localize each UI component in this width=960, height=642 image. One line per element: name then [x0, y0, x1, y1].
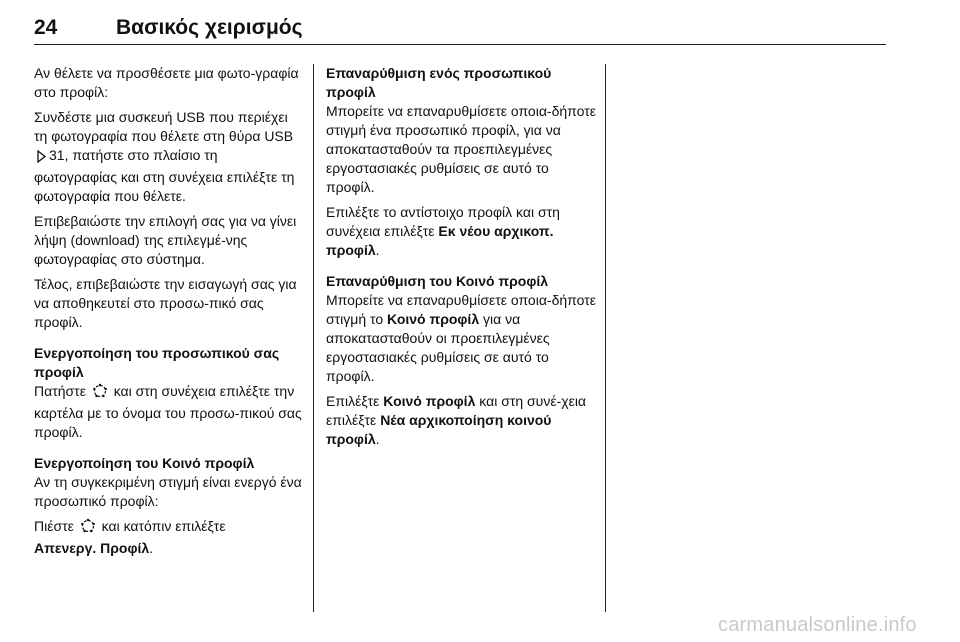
column-divider [313, 64, 314, 612]
arrow-right-icon [36, 149, 47, 168]
page-header [34, 12, 886, 46]
home-dots-icon [92, 383, 108, 404]
text-run: Επιλέξτε [326, 393, 384, 409]
text-run: , πατήστε στο πλαίσιο τη φωτογραφίας και στη συνέχεια επιλέξτε τη φωτογραφία που θέλετε. [34, 147, 295, 204]
page-reference[interactable]: 31 [49, 147, 65, 163]
paragraph: Επιβεβαιώστε την επιλογή σας για να γίνει λήψη (download) της επιλεγμέ-νης φωτογραφίας στο σύστημα. [34, 213, 297, 267]
watermark: carmanualsonline.info [718, 614, 917, 636]
text-run: Επιλέξτε το αντίστοιχο προφίλ και στη συνέχεια επιλέξτε [326, 204, 560, 239]
section-heading: Ενεργοποίηση του προσωπικού σας προφίλ [34, 345, 280, 380]
text-run: για να αποκατασταθούν οι προεπιλεγμένες εργοστασιακές ρυθμίσεις σε αυτό το προφίλ. [326, 311, 550, 384]
menu-item-reference: Απενεργ. Προφίλ [34, 540, 150, 556]
paragraph [34, 382, 302, 442]
paragraph: Μπορείτε να επαναρυθμίσετε οποια-δήποτε στιγμή ένα προσωπικό προφίλ, για να αποκατασταθούν τα προεπιλεγμένες εργοστασιακές ρυθμίσεις σε αυτό το προφίλ. [326, 103, 596, 195]
header-divider [34, 44, 886, 45]
paragraph [326, 392, 596, 449]
paragraph: Αν τη συγκεκριμένη στιγμή είναι ενεργό ένα προσωπικό προφίλ: [34, 474, 302, 509]
text-run: . [375, 431, 380, 447]
text-run: . [375, 242, 380, 258]
paragraph [326, 203, 596, 260]
page-number: 24 [34, 16, 58, 39]
section-heading: Ενεργοποίηση του Κοινό προφίλ [34, 455, 255, 471]
text-run: Μπορείτε να επαναρυθμίσετε οποια-δήποτε στιγμή το [326, 292, 596, 327]
paragraph [34, 517, 302, 558]
menu-item-reference: Κοινό προφίλ [387, 311, 480, 327]
text-run: και στη συνέ-χεια επιλέξτε [326, 393, 587, 428]
column-divider [605, 64, 606, 612]
text-run: και κατόπιν επιλέξτε [97, 518, 226, 534]
paragraph [326, 291, 596, 386]
text-run: Πιέστε [34, 518, 78, 534]
text-run: και στη συνέχεια επιλέξτε την καρτέλα με το όνομα του προσω-πικού σας προφίλ. [34, 383, 302, 440]
paragraph: Αν θέλετε να προσθέσετε μια φωτο-γραφία στο προφίλ: [34, 65, 299, 100]
text-run: Συνδέστε μια συσκευή USB που περιέχει τη φωτογραφία που θέλετε στη θύρα USB [34, 109, 294, 144]
column-left [34, 64, 302, 564]
section-heading: Επαναρύθμιση του Κοινό προφίλ [326, 273, 549, 289]
column-middle [326, 64, 596, 455]
page-title: Βασικός χειρισμός [116, 16, 303, 39]
paragraph [34, 108, 302, 206]
paragraph: Τέλος, επιβεβαιώστε την εισαγωγή σας για να αποθηκευτεί στο προσω-πικό σας προφίλ. [34, 276, 297, 330]
menu-item-reference: Κοινό προφίλ [383, 393, 476, 409]
section-heading: Επαναρύθμιση ενός προσωπικού προφίλ [326, 65, 552, 100]
menu-item-reference: Εκ νέου αρχικοπ. προφίλ [326, 223, 554, 258]
home-dots-icon [80, 518, 96, 539]
text-run: . [149, 540, 154, 556]
menu-item-reference: Νέα αρχικοποίηση κοινού προφίλ [326, 412, 552, 447]
text-run: Πατήστε [34, 383, 90, 399]
